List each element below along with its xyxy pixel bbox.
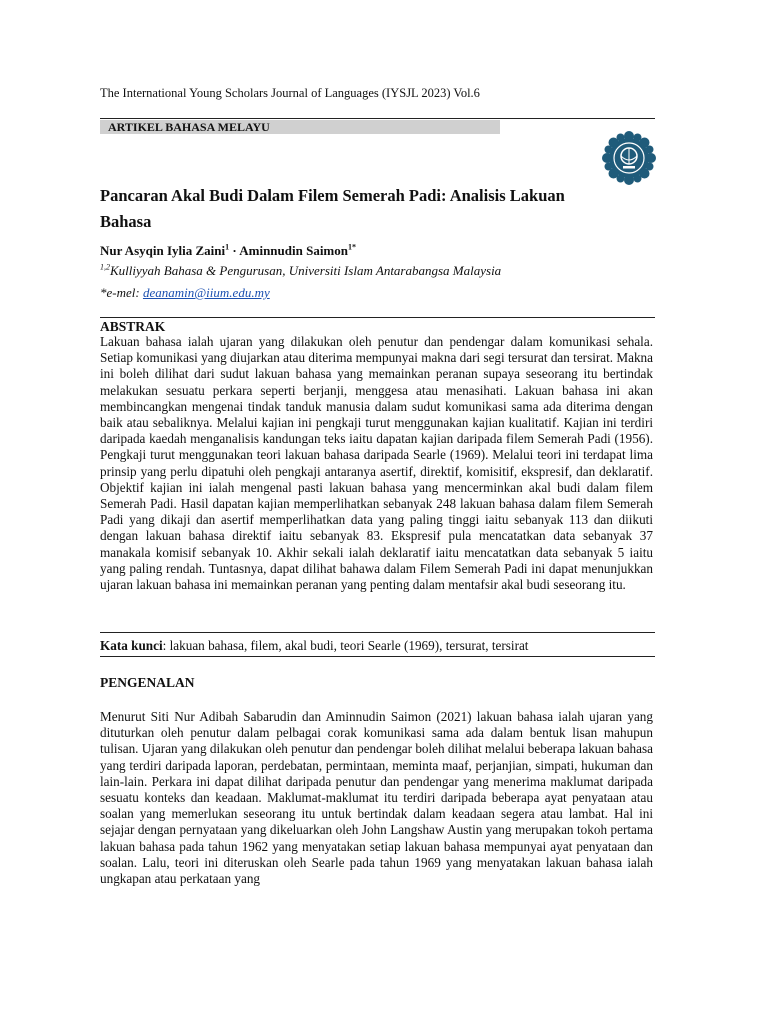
introduction-heading: PENGENALAN [100, 675, 195, 690]
introduction-body: Menurut Siti Nur Adibah Sabarudin dan Aminnudin Saimon (2021) lakuan bahasa ialah ujaran yang dituturkan oleh penutur dalam pelbagai corak komunikasi sama ada dalam bentuk lisan mahupun tulisan. Ujaran yang dilakukan oleh penutur dan pendengar boleh dilihat melalui beberapa lakuan bahasa yang terdiri daripada laporan, perdebatan, permintaan, meminta maaf, perjanjian, simpati, hukuman dan lain-lain. Perkara ini dapat dilihat daripada penutur dan pendengar yang menerima maklumat daripada sesuatu konteks dan keadaan. Maklumat-maklumat itu terdiri daripada beberapa ayat penyataan atau soalan yang memerlukan seseorang itu untuk bertindak dalam keadaan segera atau lambat. Hal ini sejajar dengan pernyataan yang dikeluarkan oleh John Langshaw Austin yang merupakan tokoh pertama lakuan bahasa pada tahun 1962 yang menyatakan setiap lakuan bahasa mempunyai ayat penyataan dan soalan. Lalu, teori ini diteruskan oleh Searle pada tahun 1969 yang menyatakan lakuan bahasa ialah ungkapan atau perkataan yang [100, 709, 653, 887]
author-superscript: 1* [348, 242, 356, 252]
affiliation [100, 263, 501, 279]
keywords-bottom-rule [100, 656, 655, 657]
affiliation-superscript: 1,2 [100, 262, 110, 272]
author-line [100, 243, 356, 259]
author-superscript: 1 [225, 242, 230, 252]
keywords-text: : lakuan bahasa, filem, akal budi, teori Searle (1969), tersurat, tersirat [162, 638, 529, 653]
keywords-line [100, 638, 653, 654]
article-title: Pancaran Akal Budi Dalam Filem Semerah Padi: Analisis Lakuan Bahasa [100, 186, 565, 231]
abstract-top-rule [100, 317, 655, 318]
header-rule [100, 118, 655, 119]
iium-seal-logo-icon [599, 128, 659, 188]
journal-header: The International Young Scholars Journal of Languages (IYSJL 2023) Vol.6 [100, 86, 480, 100]
affiliation-text: Kulliyyah Bahasa & Pengurusan, Universiti Islam Antarabangsa Malaysia [110, 263, 502, 278]
keywords-top-rule [100, 632, 655, 633]
email-link[interactable]: deanamin@iium.edu.my [142, 285, 270, 300]
section-label: ARTIKEL BAHASA MELAYU [100, 120, 500, 134]
author-separator: · [229, 243, 240, 258]
email-line [100, 285, 270, 301]
author-name: Nur Asyqin Iylia Zaini [100, 243, 226, 258]
author-name: Aminnudin Saimon [239, 243, 348, 258]
email-label: *e-mel: [100, 285, 143, 300]
keywords-label: Kata kunci [100, 638, 163, 653]
abstract-heading: ABSTRAK [100, 319, 166, 334]
abstract-body: Lakuan bahasa ialah ujaran yang dilakukan oleh penutur dan pendengar dalam komunikasi sehala. Setiap komunikasi yang diujarkan atau diterima mempunyai makna dari segi tersurat dan tersirat. Makna ini boleh dilihat dari sudut lakuan bahasa yang memainkan peranan supaya seseorang itu bertindak melakukan sesuatu perkara seperti berjanji, menggesa atau menasihati. Lakuan bahasa ini akan membincangkan mengenai tindak tanduk manusia dalam sudut komunikasi sama ada diterima dengan baik atau sebaliknya. Melalui kajian ini pengkaji turut menggunakan kajian kualitatif. Kajian ini terdiri daripada kaedah menganalisis kandungan teks iaitu dapatan kajian daripada filem Semerah Padi (1956). Pengkaji turut menggunakan teori lakuan bahasa daripada Searle (1969). Melalui teori ini terdapat lima prinsip yang perlu dipatuhi oleh pengkaji antaranya asertif, direktif, komisitif, ekspresif, dan deklaratif. Objektif kajian ini ialah mengenal pasti lakuan bahasa yang mencerminkan akal budi dalam filem Semerah Padi. Hasil dapatan kajian memperlihatkan sebanyak 248 lakuan bahasa dalam filem Semerah Padi yang dikaji dan asertif memperlihatkan data yang paling tinggi iaitu sebanyak 113 dan diikuti dengan lakuan bahasa direktif iaitu sebanyak 83. Ekspresif pula mencatatkan data sebanyak 37 manakala komisif sebanyak 10. Akhir sekali ialah deklaratif iaitu mencatatkan data sebanyak 5 iaitu yang paling rendah. Tuntasnya, dapat dilihat bahawa dalam Filem Semerah Padi ini dapat menunjukkan ujaran lakuan bahasa ini memainkan peranan yang penting dalam mentafsir akal budi seseorang itu. [100, 334, 653, 593]
